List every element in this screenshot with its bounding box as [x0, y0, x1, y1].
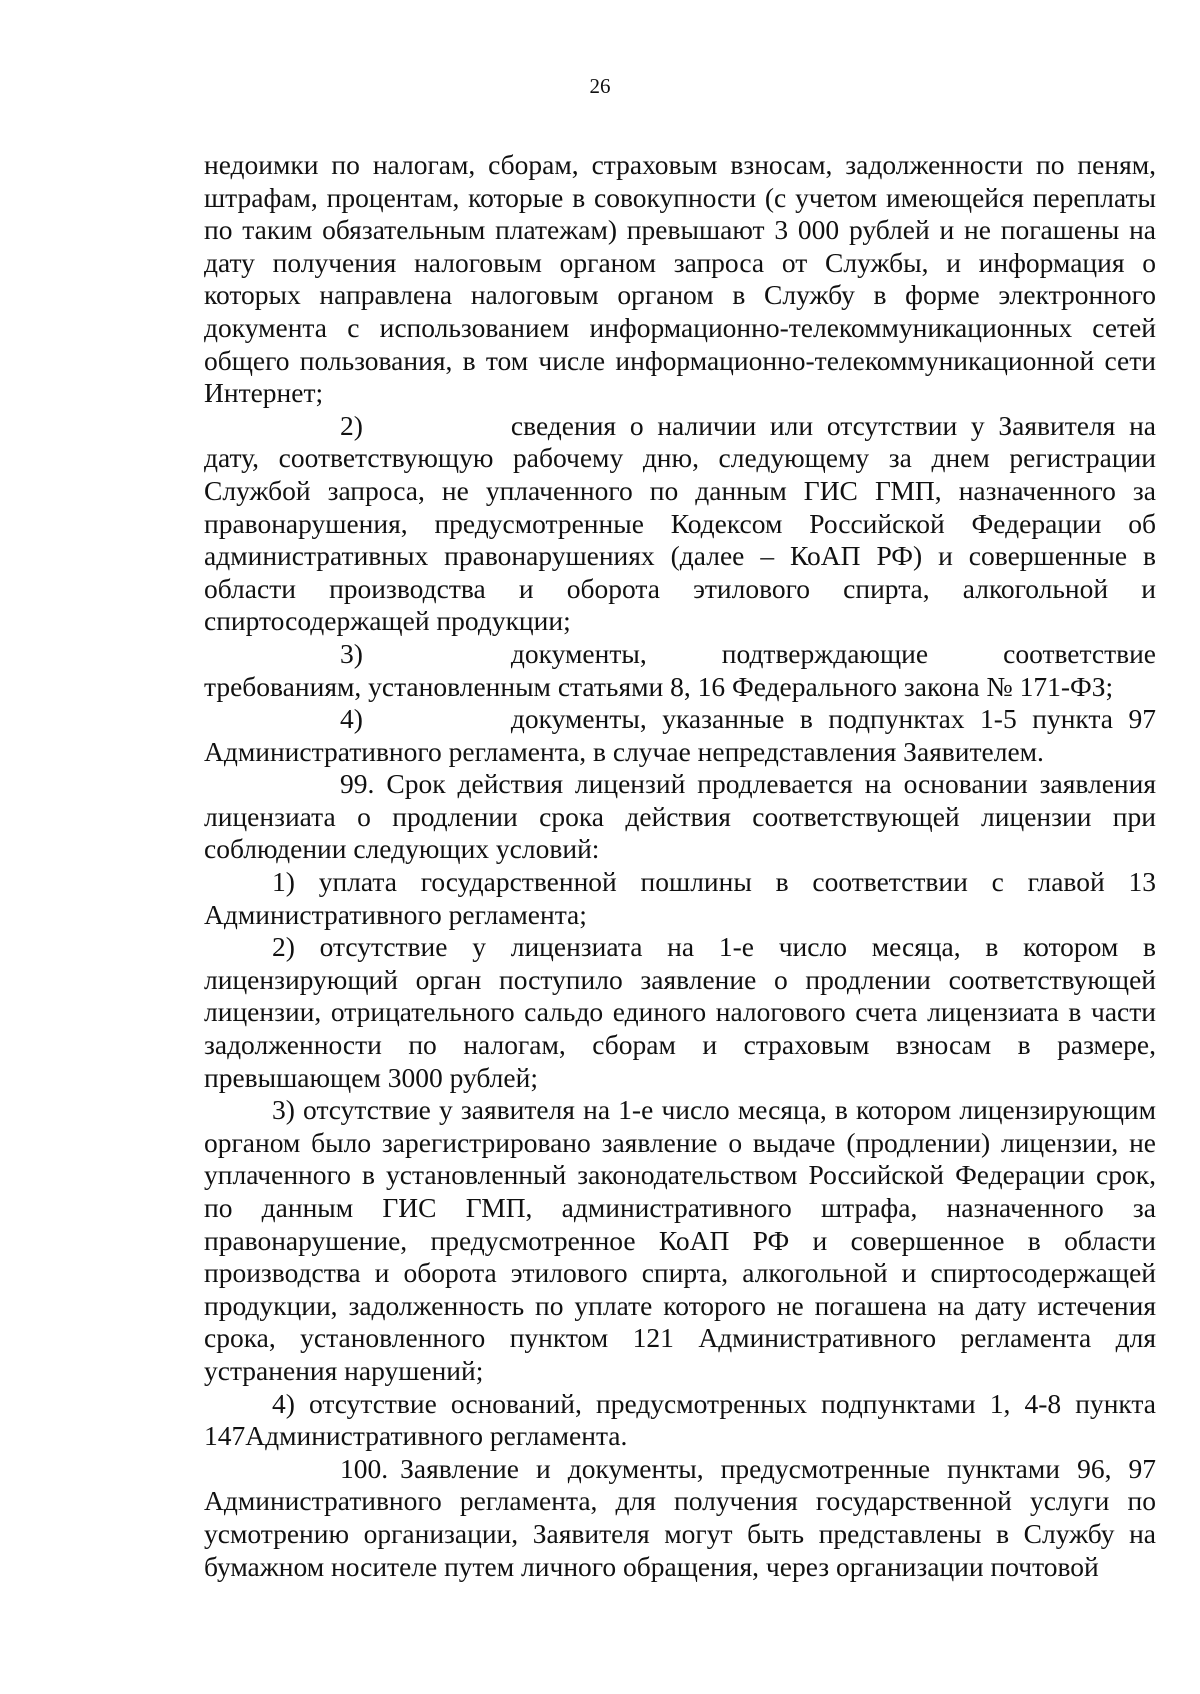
- list-item-4: [204, 703, 1156, 768]
- list-item-3: [204, 638, 1156, 703]
- page-number: 26: [589, 74, 611, 98]
- paragraph-continuation: [204, 149, 1156, 410]
- clause-100: [204, 1453, 1156, 1583]
- paragraph-text: недоимки по налогам, сборам, страховым взносам, задолженности по пеням, штрафам, процентам, которые в совокупности (с учетом имеющейся переплаты по таким обязательным платежам) превышают 3 000 рублей и не погашены на дату получения налоговым органом запроса от Службы, и информация о которых направлена налоговым органом в Службу в форме электронного документа с использованием информационно-телекоммуникационных сетей общего пользования, в том числе информационно-телекоммуникационной сети Интернет;: [204, 149, 1156, 409]
- clause-text: Срок действия лицензий продлевается на основании заявления лицензиата о продлении срока действия соответствующей лицензии при соблюдении следующих условий:: [204, 768, 1156, 865]
- condition-text: 4) отсутствие оснований, предусмотренных подпунктами 1, 4-8 пункта 147Административного регламента.: [204, 1387, 1156, 1452]
- clause-99: [204, 768, 1156, 866]
- condition-text: 2) отсутствие у лицензиата на 1-е число месяца, в котором в лицензирующий орган поступило заявление о продлении соответствующей лицензии, отрицательного сальдо единого налогового счета лицензиата в части задолженности по налогам, сборам и страховым взносам в размере, превышающем 3000 рублей;: [204, 931, 1156, 1093]
- condition-item-1: [204, 866, 1156, 931]
- condition-item-2: [204, 931, 1156, 1094]
- list-item-text: документы, подтверждающие соответствие требованиям, установленным статьями 8, 16 Федерального закона № 171-ФЗ;: [204, 637, 1156, 702]
- list-item-text: документы, указанные в подпунктах 1-5 пункта 97 Административного регламента, в случае непредставления Заявителем.: [204, 703, 1156, 767]
- clause-text: Заявление и документы, предусмотренные пунктами 96, 97 Административного регламента, для получения государственной услуги по усмотрению организации, Заявителя могут быть представлены в Службу на бумажном носителе путем личного обращения, через организации почтовой: [204, 1452, 1156, 1582]
- clause-number: 100.: [340, 1452, 389, 1484]
- document-body: [204, 149, 1156, 1583]
- list-item-number: 4): [340, 703, 363, 735]
- condition-text: 3) отсутствие у заявителя на 1-е число месяца, в котором лицензирующим органом было зарегистрировано заявление о выдаче (продлении) лицензии, не уплаченного в установленный законодательством Российской Федерации срок, по данным ГИС ГМП, административного штрафа, назначенного за правонарушение, предусмотренное КоАП РФ и совершенное в области производства и оборота этилового спирта, алкогольной и спиртосодержащей продукции, задолженность по уплате которого не погашена на дату истечения срока, установленного пунктом 121 Административного регламента для устранения нарушений;: [204, 1094, 1156, 1386]
- condition-item-3: [204, 1094, 1156, 1387]
- clause-number: 99.: [340, 768, 375, 800]
- list-item-number: 3): [340, 637, 363, 669]
- list-item-text: сведения о наличии или отсутствии у Заявителя на дату, соответствующую рабочему дню, следующему за днем регистрации Службой запроса, не уплаченного по данным ГИС ГМП, назначенного за правонарушения, предусмотренные Кодексом Российской Федерации об административных правонарушениях (далее – КоАП РФ) и совершенные в области производства и оборота этилового спирта, алкогольной и спиртосодержащей продукции;: [204, 409, 1156, 637]
- condition-item-4: [204, 1388, 1156, 1453]
- condition-text: 1) уплата государственной пошлины в соответствии с главой 13 Административного регламента;: [204, 866, 1156, 930]
- list-item-number: 2): [340, 409, 363, 441]
- list-item-2: [204, 410, 1156, 638]
